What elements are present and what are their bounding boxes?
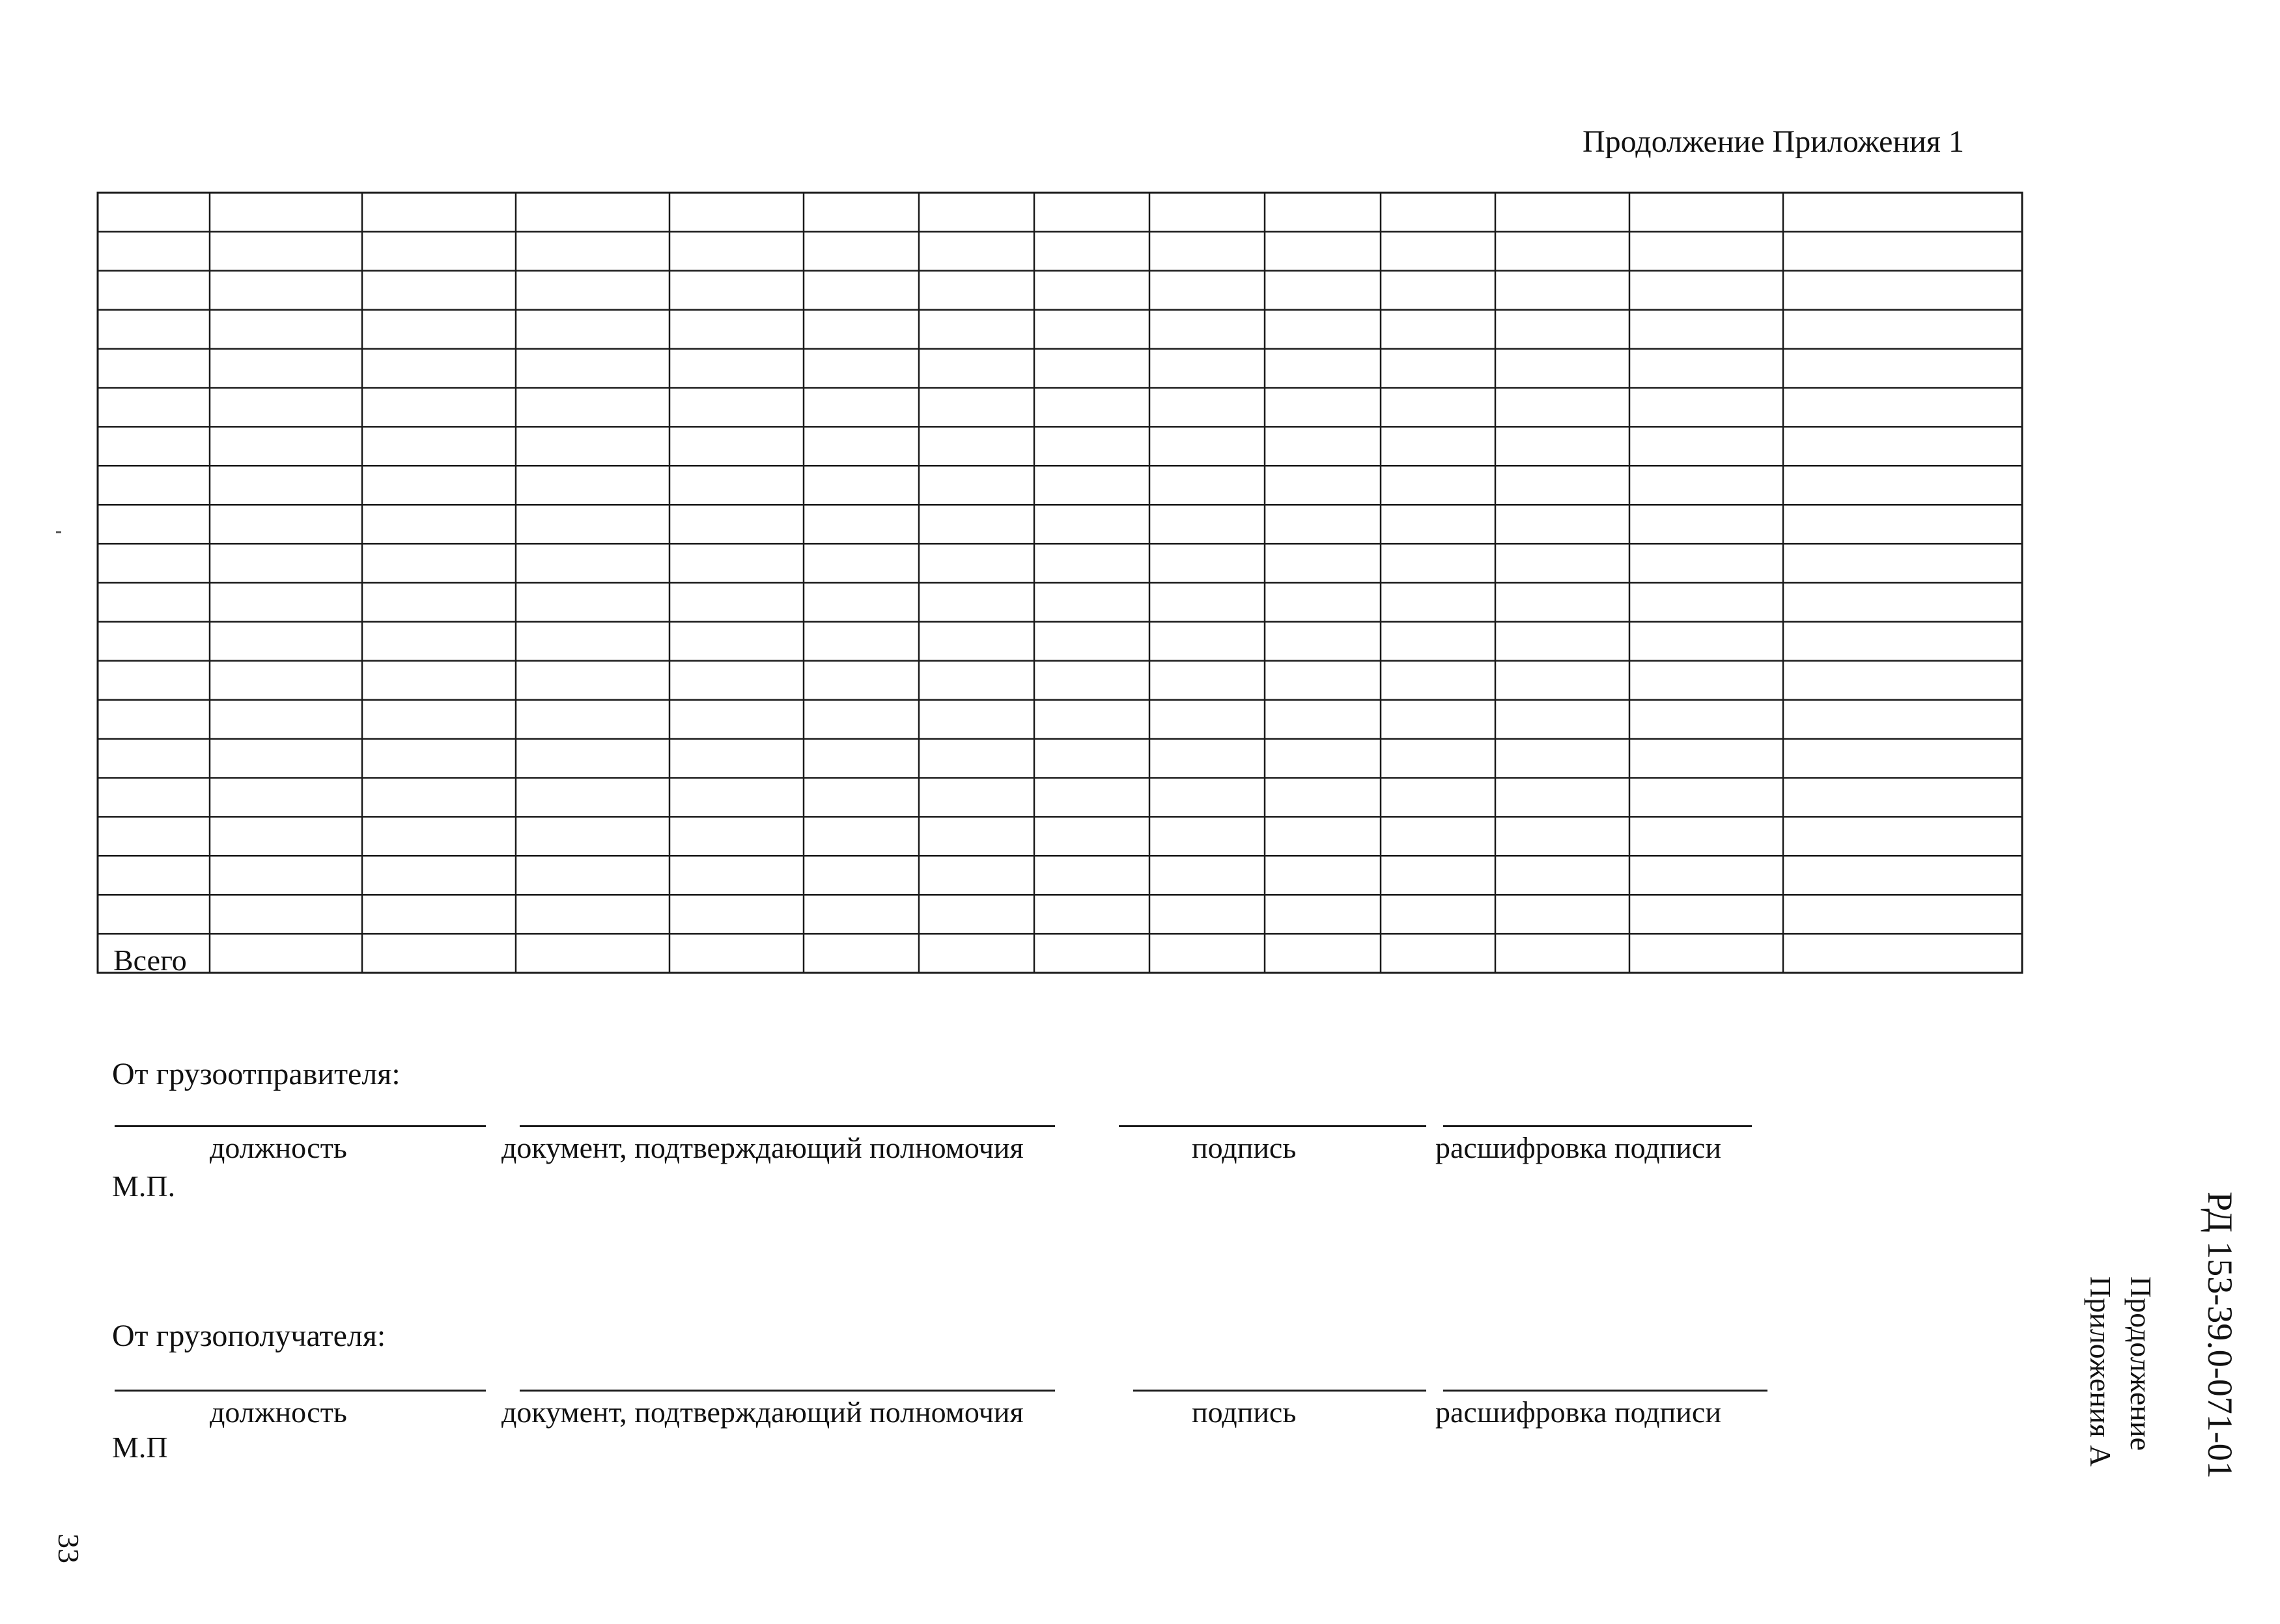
sender-decoding-label: расшифровка подписи <box>1435 1131 1721 1164</box>
receiver-position-line[interactable] <box>115 1390 486 1392</box>
sender-signature-line[interactable] <box>1119 1125 1426 1127</box>
sender-document-line[interactable] <box>520 1125 1055 1127</box>
receiver-stamp-label: М.П <box>112 1431 168 1464</box>
sender-decoding-line[interactable] <box>1443 1125 1752 1127</box>
receiver-signature-line[interactable] <box>1133 1390 1426 1392</box>
receiver-decoding-label: расшифровка подписи <box>1435 1395 1721 1429</box>
sender-stamp-label: М.П. <box>112 1169 176 1203</box>
table-total-label: Всего <box>113 944 187 977</box>
receiver-position-label: должность <box>210 1395 347 1429</box>
page-caption: Продолжение Приложения 1 <box>1583 124 1964 159</box>
receiver-signature-label: подпись <box>1192 1395 1297 1429</box>
page-number: 33 <box>52 1533 85 1563</box>
receiver-section-title: От грузополучателя: <box>112 1319 386 1353</box>
appendix-continuation-line1: Продолжение <box>2124 1276 2158 1451</box>
document-code: РД 153-39.0-071-01 <box>2201 1192 2240 1479</box>
sender-section-title: От грузоотправителя: <box>112 1057 401 1091</box>
appendix-continuation <box>2080 1276 2161 1466</box>
receiver-decoding-line[interactable] <box>1443 1390 1767 1392</box>
sender-document-label: документ, подтверждающий полномочия <box>501 1131 1024 1164</box>
appendix-continuation-line2: Приложения А <box>2084 1276 2117 1467</box>
receiver-document-line[interactable] <box>520 1390 1055 1392</box>
sender-signature-label: подпись <box>1192 1131 1297 1164</box>
receiver-document-label: документ, подтверждающий полномочия <box>501 1395 1024 1429</box>
sender-position-label: должность <box>210 1131 347 1164</box>
scan-dot-mark <box>56 531 61 533</box>
sender-position-line[interactable] <box>115 1125 486 1127</box>
